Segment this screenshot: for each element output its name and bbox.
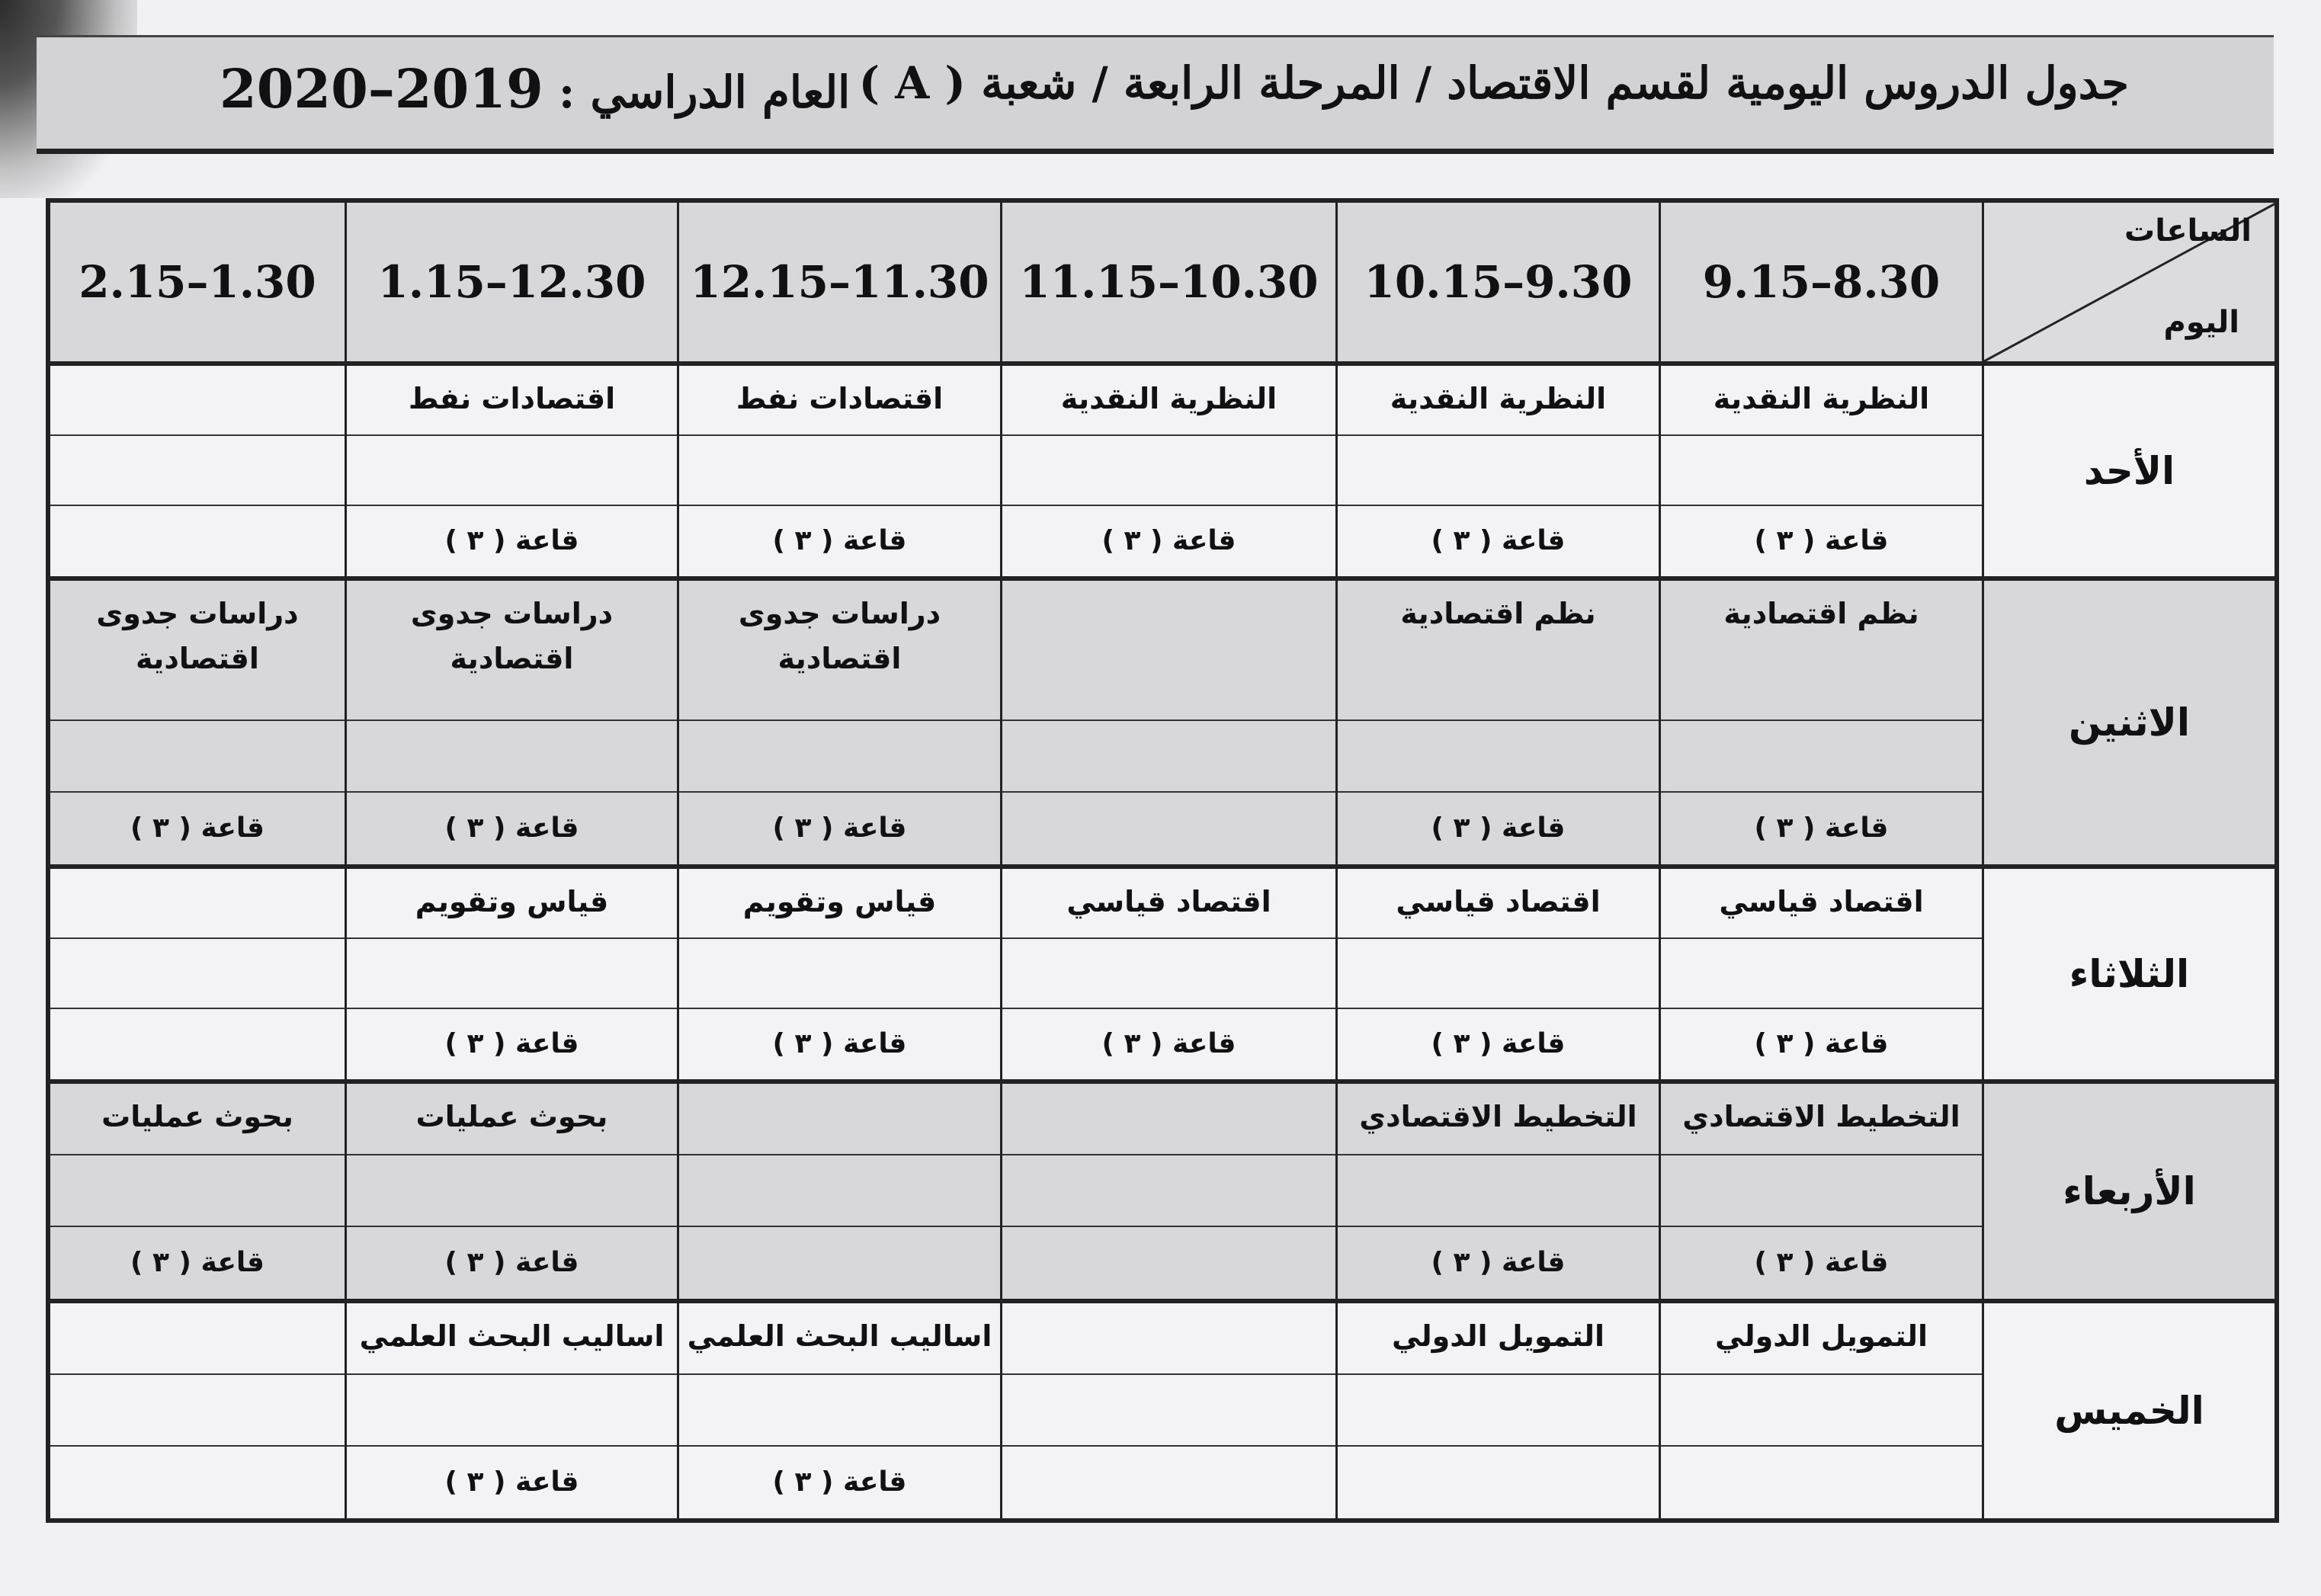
room-text (50, 1009, 345, 1079)
room-text: قاعة ( ٣ ) (444, 1247, 579, 1279)
day-label: الثلاثاء (1982, 869, 2275, 1079)
schedule-cell (677, 1084, 1000, 1299)
room-text (50, 1447, 345, 1518)
subject-text: دراسات جدوى اقتصادية (347, 581, 677, 721)
schedule-cell (345, 869, 677, 1079)
day-label: الخميس (1982, 1303, 2275, 1518)
empty-line (50, 436, 345, 506)
day-label: الأربعاء (1982, 1084, 2275, 1299)
empty-line (1002, 1155, 1335, 1227)
subject-text (50, 1303, 345, 1375)
room-text: قاعة ( ٣ ) (1754, 812, 1889, 844)
subject-text: التخطيط الاقتصادي (1338, 1084, 1659, 1155)
room-text: قاعة ( ٣ ) (772, 812, 907, 844)
schedule-cell (1659, 1303, 1982, 1518)
subject-text: التمويل الدولي (1661, 1303, 1982, 1375)
corner-cell (1982, 203, 2275, 361)
subject-text: قياس وتقويم (679, 869, 1000, 939)
empty-line (1338, 436, 1659, 506)
room-text: قاعة ( ٣ ) (1754, 525, 1889, 557)
room-text: قاعة ( ٣ ) (1101, 1028, 1236, 1060)
header-bar (37, 35, 2274, 154)
subject-text (679, 1084, 1000, 1155)
schedule-title: جدول الدروس اليومية لقسم الاقتصاد / المرحلة الرابعة / شعبة ( A ) (858, 57, 2129, 109)
time-slot-3: 11.15–10.30 (1000, 203, 1335, 361)
schedule-cell (1659, 366, 1982, 576)
time-slot-6: 2.15–1.30 (79, 256, 316, 308)
empty-line (1338, 1375, 1659, 1447)
empty-line (50, 721, 345, 793)
room-text: قاعة ( ٣ ) (1754, 1028, 1889, 1060)
subject-text (1002, 581, 1335, 721)
room-text: قاعة ( ٣ ) (1754, 1247, 1889, 1279)
room-text: قاعة ( ٣ ) (130, 1247, 265, 1279)
day-row-wednesday (50, 1084, 2275, 1303)
schedule-cell (1000, 581, 1335, 864)
schedule-cell (1659, 581, 1982, 864)
room-text: قاعة ( ٣ ) (130, 812, 265, 844)
subject-text: قياس وتقويم (347, 869, 677, 939)
empty-line (679, 721, 1000, 793)
schedule-cell (1000, 869, 1335, 1079)
subject-text: النظرية النقدية (1661, 366, 1982, 436)
subject-text: بحوث عمليات (50, 1084, 345, 1155)
room-text: قاعة ( ٣ ) (444, 812, 579, 844)
room-text: قاعة ( ٣ ) (444, 525, 579, 557)
room-text (1661, 1447, 1982, 1518)
subject-text (1002, 1084, 1335, 1155)
room-text (1002, 1447, 1335, 1518)
day-row-sunday (50, 366, 2275, 581)
schedule-cell (345, 1084, 677, 1299)
subject-text: اساليب البحث العلمي (679, 1303, 1000, 1375)
empty-line (347, 721, 677, 793)
schedule-cell (1335, 366, 1659, 576)
subject-text (50, 869, 345, 939)
schedule-cell (345, 1303, 677, 1518)
time-slot-2: 10.15–9.30 (1335, 203, 1659, 361)
subject-text (50, 366, 345, 436)
empty-line (679, 939, 1000, 1009)
room-text: قاعة ( ٣ ) (772, 525, 907, 557)
schedule-table (46, 198, 2279, 1523)
empty-line (679, 1155, 1000, 1227)
empty-line (347, 436, 677, 506)
empty-line (50, 939, 345, 1009)
time-slot-1: 9.15–8.30 (1659, 203, 1982, 361)
subject-text (1002, 1303, 1335, 1375)
subject-text: النظرية النقدية (1338, 366, 1659, 436)
schedule-cell (677, 581, 1000, 864)
schedule-cell (1659, 869, 1982, 1079)
subject-text: اقتصاد قياسي (1338, 869, 1659, 939)
time-slot-4: 12.15–11.30 (677, 203, 1000, 361)
year-value: 2020–2019 (220, 57, 543, 120)
empty-line (50, 1155, 345, 1227)
empty-line (1661, 939, 1982, 1009)
room-text: قاعة ( ٣ ) (1101, 525, 1236, 557)
schedule-cell (1335, 869, 1659, 1079)
empty-line (347, 1155, 677, 1227)
schedule-cell (1000, 1303, 1335, 1518)
day-row-tuesday (50, 869, 2275, 1084)
corner-hours-label: الساعات (2124, 213, 2252, 248)
empty-line (50, 1375, 345, 1447)
empty-line (1002, 1375, 1335, 1447)
room-text (1002, 793, 1335, 864)
empty-line (347, 939, 677, 1009)
empty-line (1661, 721, 1982, 793)
room-text (1002, 1227, 1335, 1299)
schedule-cell (677, 1303, 1000, 1518)
schedule-cell (345, 581, 677, 864)
subject-text: دراسات جدوى اقتصادية (50, 581, 345, 721)
subject-text: اقتصادات نفط (679, 366, 1000, 436)
subject-text: اقتصادات نفط (347, 366, 677, 436)
subject-text: النظرية النقدية (1002, 366, 1335, 436)
schedule-cell (1335, 1303, 1659, 1518)
empty-line (347, 1375, 677, 1447)
day-label: الأحد (1982, 366, 2275, 576)
schedule-cell (50, 869, 345, 1079)
empty-line (1002, 939, 1335, 1009)
day-row-thursday (50, 1303, 2275, 1518)
room-text: قاعة ( ٣ ) (1431, 525, 1566, 557)
day-label: الاثنين (1982, 581, 2275, 864)
subject-text: اقتصاد قياسي (1661, 869, 1982, 939)
academic-year (220, 57, 850, 120)
subject-text: التخطيط الاقتصادي (1661, 1084, 1982, 1155)
time-header-row (50, 203, 2275, 366)
empty-line (1661, 436, 1982, 506)
subject-text: اقتصاد قياسي (1002, 869, 1335, 939)
empty-line (1661, 1155, 1982, 1227)
schedule-cell (1000, 1084, 1335, 1299)
day-row-monday (50, 581, 2275, 869)
schedule-cell (1659, 1084, 1982, 1299)
room-text: قاعة ( ٣ ) (1431, 1028, 1566, 1060)
schedule-cell (1000, 366, 1335, 576)
schedule-cell (50, 366, 345, 576)
schedule-cell (1335, 581, 1659, 864)
schedule-cell (50, 581, 345, 864)
empty-line (1338, 1155, 1659, 1227)
room-text (1338, 1447, 1659, 1518)
schedule-cell (50, 1303, 345, 1518)
room-text: قاعة ( ٣ ) (1431, 1247, 1566, 1279)
subject-text: التمويل الدولي (1338, 1303, 1659, 1375)
subject-text: دراسات جدوى اقتصادية (679, 581, 1000, 721)
schedule-cell (345, 366, 677, 576)
empty-line (679, 1375, 1000, 1447)
corner-day-label: اليوم (2163, 305, 2239, 340)
room-text: قاعة ( ٣ ) (444, 1466, 579, 1498)
room-text (679, 1227, 1000, 1299)
empty-line (1002, 436, 1335, 506)
room-text: قاعة ( ٣ ) (772, 1028, 907, 1060)
year-label: العام الدراسي : (558, 66, 851, 118)
subject-text: بحوث عمليات (347, 1084, 677, 1155)
room-text: قاعة ( ٣ ) (444, 1028, 579, 1060)
empty-line (1338, 721, 1659, 793)
subject-text: اساليب البحث العلمي (347, 1303, 677, 1375)
time-slot-5: 1.15–12.30 (345, 203, 677, 361)
room-text: قاعة ( ٣ ) (772, 1466, 907, 1498)
empty-line (679, 436, 1000, 506)
empty-line (1661, 1375, 1982, 1447)
empty-line (1338, 939, 1659, 1009)
schedule-cell (1335, 1084, 1659, 1299)
schedule-cell (677, 869, 1000, 1079)
schedule-cell (677, 366, 1000, 576)
subject-text: نظم اقتصادية (1661, 581, 1982, 721)
empty-line (1002, 721, 1335, 793)
subject-text: نظم اقتصادية (1338, 581, 1659, 721)
schedule-cell (50, 1084, 345, 1299)
room-text (50, 506, 345, 576)
room-text: قاعة ( ٣ ) (1431, 812, 1566, 844)
